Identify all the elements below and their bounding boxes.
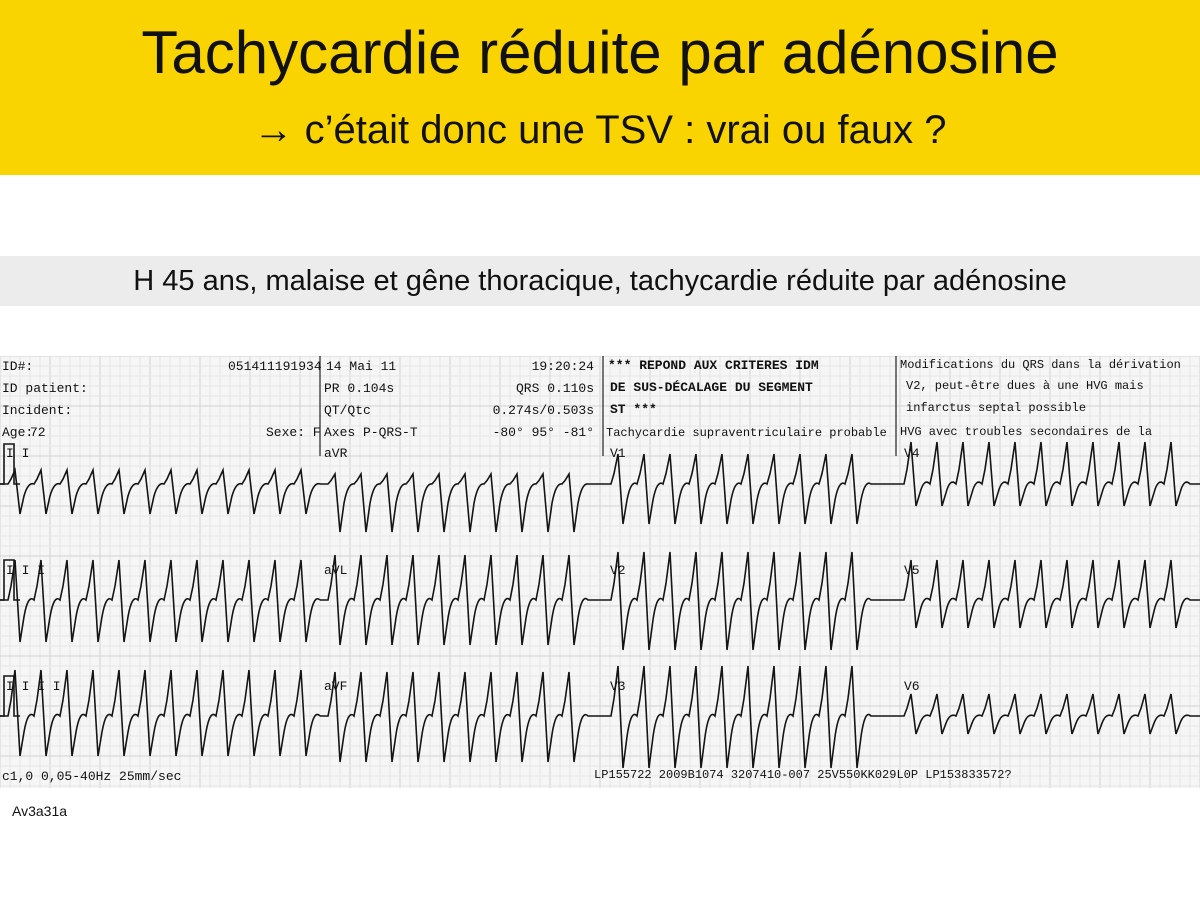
ecg-grid xyxy=(0,356,1200,788)
interp-line-3: ST *** xyxy=(610,402,657,417)
interp-line-7: infarctus septal possible xyxy=(906,401,1087,415)
qt-value: 0.274s/0.503s xyxy=(492,403,594,418)
interp-line-1: *** REPOND AUX CRITERES IDM xyxy=(608,358,819,373)
incident-label: Incident: xyxy=(2,403,73,418)
age-value: 72 xyxy=(30,425,46,440)
time-value: 19:20:24 xyxy=(531,359,594,374)
ecg-tracing xyxy=(0,356,1200,788)
lead-label-iii: I I I I xyxy=(6,679,61,694)
interp-line-2: DE SUS-DÉCALAGE DU SEGMENT xyxy=(610,380,813,395)
id-value: 051411191934 xyxy=(228,359,322,374)
axes-label: Axes P-QRS-T xyxy=(324,425,418,440)
title-banner xyxy=(0,0,1200,175)
slide-title: Tachycardie réduite par adénosine xyxy=(141,19,1059,86)
qt-label: QT/Qtc xyxy=(324,403,371,418)
age-label: Age: xyxy=(2,425,34,440)
lead-label-v2: V2 xyxy=(610,563,626,578)
ecg-svg xyxy=(0,356,1200,788)
lead-label-v1: V1 xyxy=(610,446,626,461)
qrs-value: QRS 0.110s xyxy=(515,381,594,396)
ecg-settings: c1,0 0,05-40Hz 25mm/sec xyxy=(2,769,182,784)
interp-line-4: Tachycardie supraventriculaire probable xyxy=(606,426,887,440)
patient-label: ID patient: xyxy=(2,381,88,396)
lead-label-v5: V5 xyxy=(904,563,920,578)
lead-label-v6: V6 xyxy=(904,679,920,694)
lead-label-i: I I xyxy=(6,446,30,461)
axes-value: -80° 95° -81° xyxy=(492,425,594,440)
case-description: H 45 ans, malaise et gêne thoracique, tachycardie réduite par adénosine xyxy=(0,256,1200,306)
slide-code: Av3a31a xyxy=(12,803,68,819)
interp-line-5: Modifications du QRS dans la dérivation xyxy=(900,358,1181,372)
interp-line-8: HVG avec troubles secondaires de la xyxy=(900,425,1153,439)
lead-label-avf: aVF xyxy=(324,679,348,694)
device-code: LP155722 2009B1074 3207410-007 25V550KK029L0P LP153833572? xyxy=(594,768,1012,782)
lead-label-v4: V4 xyxy=(904,446,920,461)
interp-line-6: V2, peut-être dues à une HVG mais xyxy=(906,379,1144,393)
date-value: 14 Mai 11 xyxy=(326,359,397,374)
lead-label-avl: aVL xyxy=(324,563,348,578)
sex-value: Sexe: F xyxy=(266,425,321,440)
lead-label-avr: aVR xyxy=(324,446,348,461)
lead-label-ii: I I I xyxy=(6,563,46,578)
id-label: ID#: xyxy=(2,359,34,374)
slide-subtitle: → c’était donc une TSV : vrai ou faux ? xyxy=(253,108,947,152)
lead-label-v3: V3 xyxy=(610,679,626,694)
pr-value: PR 0.104s xyxy=(324,381,395,396)
